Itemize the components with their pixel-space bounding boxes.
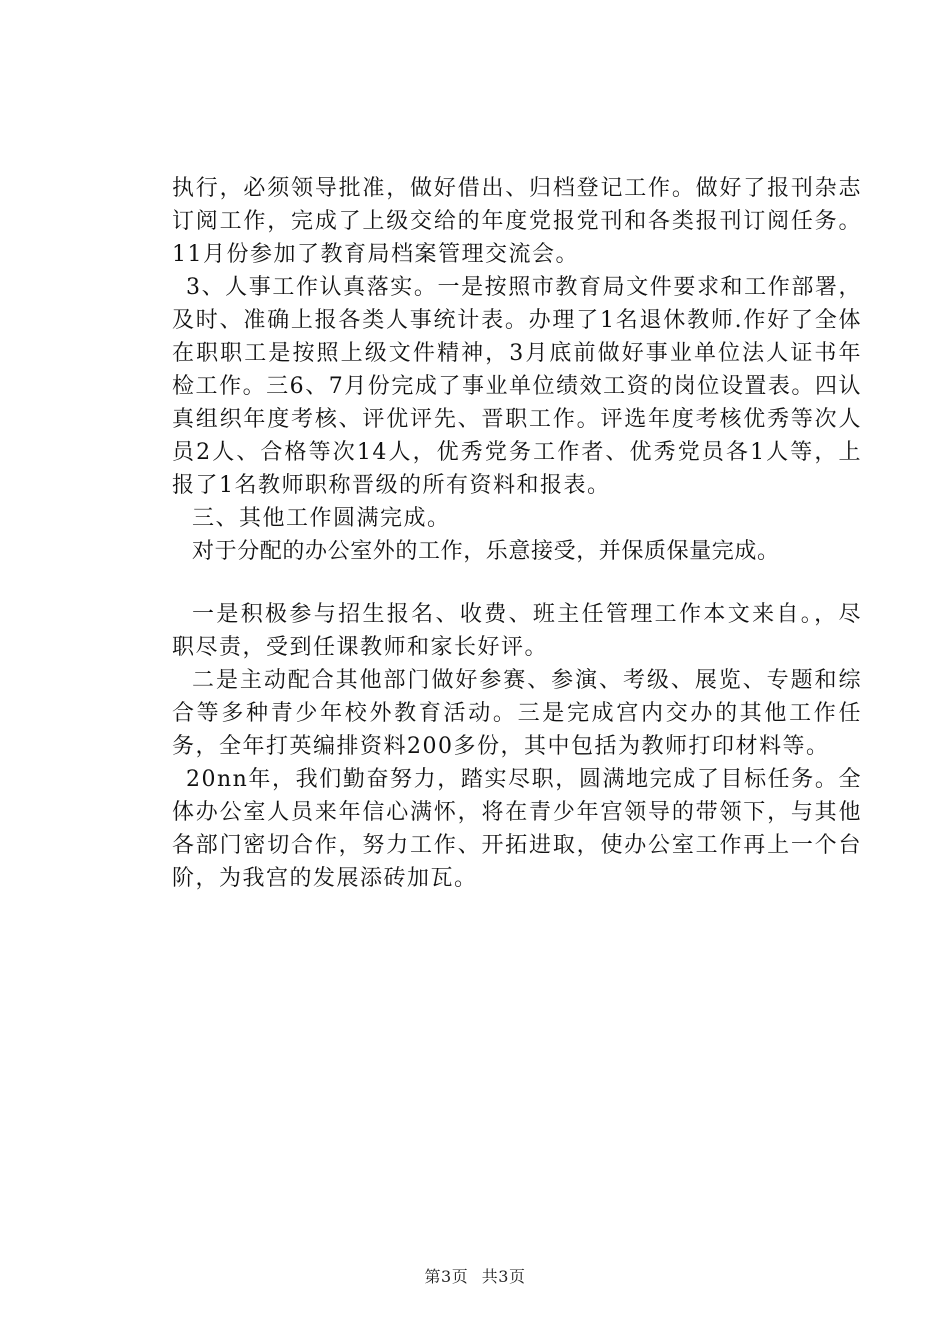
paragraph-activities-support: 二是主动配合其他部门做好参赛、参演、考级、展览、专题和综合等多种青少年校外教育活动。三是完成宫内交办的其他工作任务，全年打英编排资料200多份，其中包括为教师打印材料等。	[172, 668, 862, 759]
document-body	[172, 172, 862, 895]
paragraph-other-work-heading: 三、其他工作圆满完成。	[192, 506, 451, 531]
paragraph-archive-continuation: 执行，必须领导批准，做好借出、归档登记工作。做好了报刊杂志订阅工作，完成了上级交给的年度党报党刊和各类报刊订阅任务。11月份参加了教育局档案管理交流会。	[172, 176, 862, 267]
paragraph-year-summary: 20nn年，我们勤奋努力，踏实尽职，圆满地完成了目标任务。全体办公室人员来年信心满怀，将在青少年宫领导的带领下，与其他各部门密切合作，努力工作、开拓进取，使办公室工作再上一个台阶，为我宫的发展添砖加瓦。	[172, 767, 862, 891]
paragraph-extra-duties: 对于分配的办公室外的工作，乐意接受，并保质保量完成。	[192, 539, 780, 564]
page-number: 第3页	[424, 1267, 469, 1286]
page-total: 共3页	[481, 1267, 526, 1286]
paragraph-enrollment-work: 一是积极参与招生报名、收费、班主任管理工作本文来自。，尽职尽责，受到任课教师和家长好评。	[172, 602, 862, 660]
page-footer	[0, 1264, 950, 1287]
paragraph-personnel-work: 3、人事工作认真落实。一是按照市教育局文件要求和工作部署，及时、准确上报各类人事统计表。办理了1名退休教师.作好了全体在职职工是按照上级文件精神，3月底前做好事业单位法人证书年检工作。三6、7月份完成了事业单位绩效工资的岗位设置表。四认真组织年度考核、评优评先、晋职工作。评选年度考核优秀等次人员2人、合格等次14人，优秀党务工作者、优秀党员各1人等，上报了1名教师职称晋级的所有资料和报表。	[172, 275, 862, 498]
